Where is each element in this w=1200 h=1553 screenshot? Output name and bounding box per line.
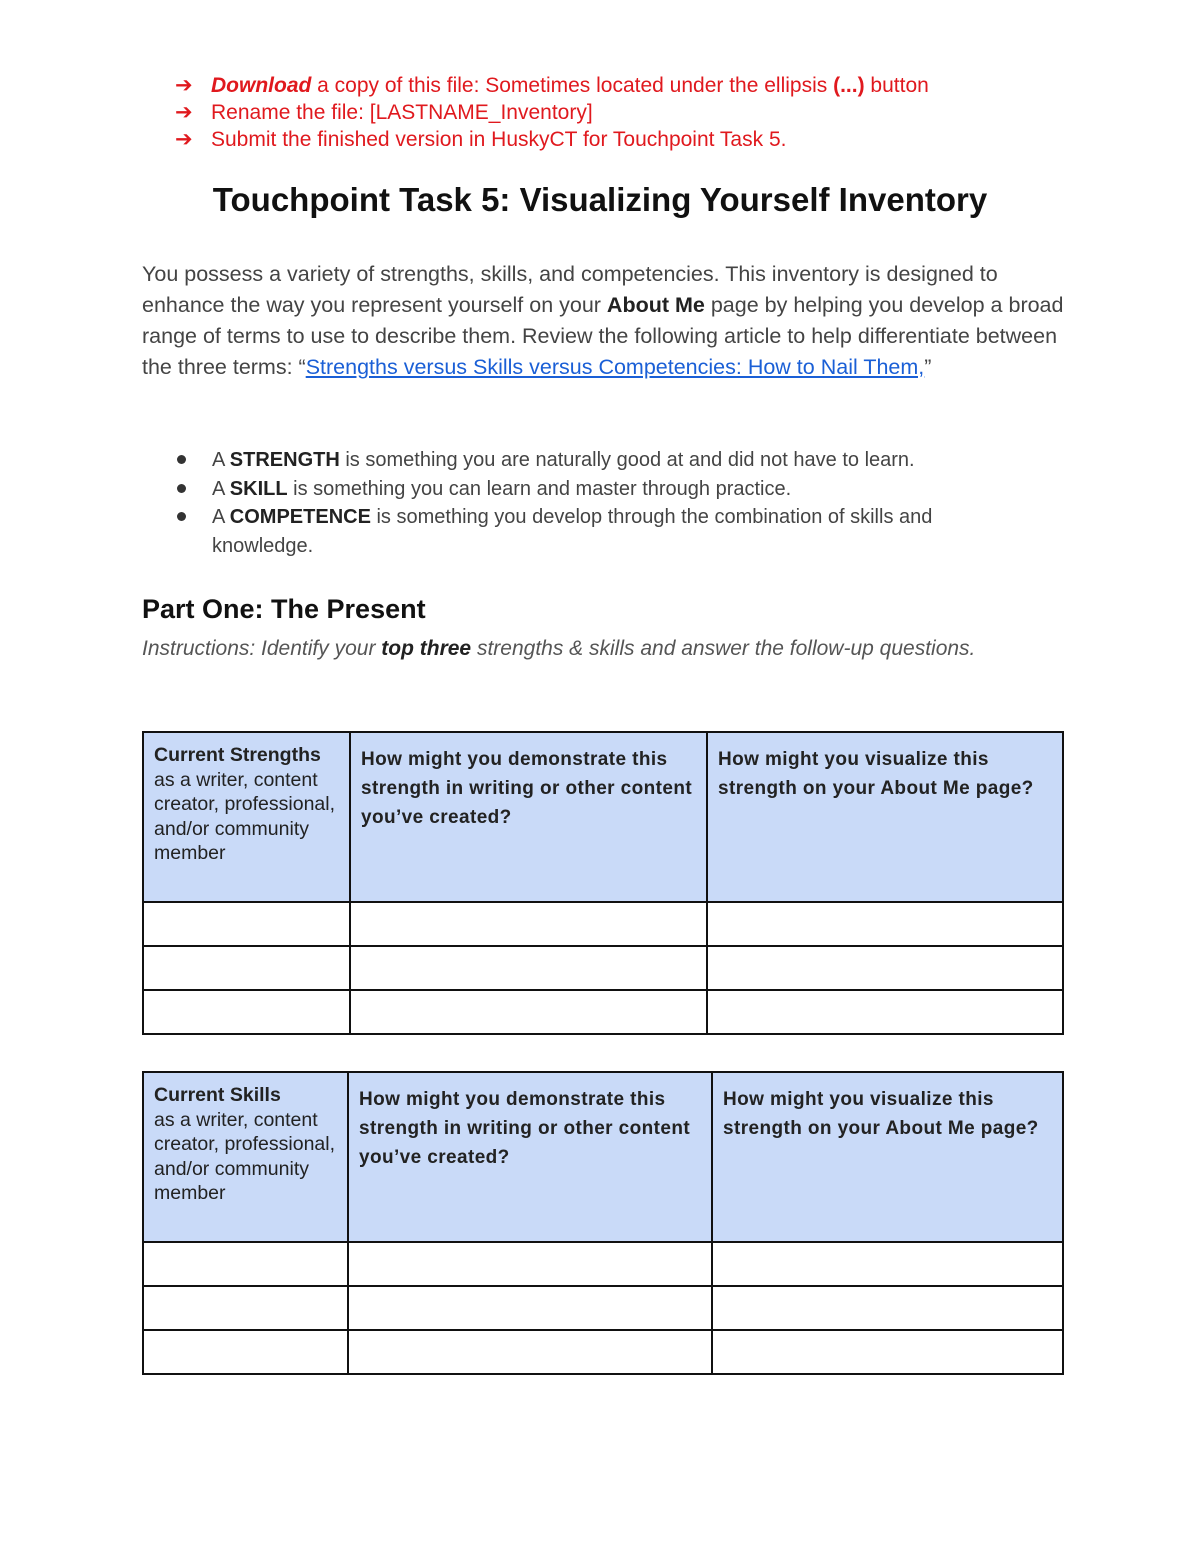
instruction-download (175, 72, 929, 99)
download-label: Download (211, 74, 312, 97)
section-heading: Part One: The Present (142, 594, 426, 624)
header-lead: Current Strengths (154, 744, 321, 766)
header-cell (348, 1072, 712, 1242)
table-cell[interactable] (143, 1286, 348, 1330)
definition-strength (175, 446, 1035, 475)
page-title: Touchpoint Task 5: Visualizing Yourself Inventory (212, 181, 988, 218)
article-link[interactable]: Strengths versus Skills versus Competencies: How to Nail Them, (305, 355, 925, 379)
table-cell[interactable] (707, 946, 1063, 990)
header-sub: as a writer, content creator, professional, and/or community member (154, 768, 336, 864)
definition-text: is something you develop through the combination of skills and knowledge. (212, 506, 933, 557)
table-cell[interactable] (143, 990, 350, 1034)
table-cell[interactable] (143, 946, 350, 990)
table-cell[interactable] (143, 1242, 348, 1286)
definition-competence (175, 503, 1035, 560)
instructions-text: Instructions: Identify your (142, 637, 382, 660)
table-cell[interactable] (712, 1330, 1063, 1374)
table-row (143, 946, 1063, 990)
header-cell (143, 1072, 348, 1242)
header-cell (143, 732, 350, 902)
table-cell[interactable] (350, 902, 707, 946)
strengths-table (142, 731, 1064, 1035)
table-header-row (143, 732, 1063, 902)
instruction-text: Submit the finished version in HuskyCT for Touchpoint Task 5. (211, 128, 787, 151)
table-row (143, 1242, 1063, 1286)
term-strength: STRENGTH (229, 449, 340, 471)
header-sub: as a writer, content creator, professional, and/or community member (154, 1108, 336, 1204)
header-question: How might you demonstrate this strength in writing or other content you’ve created? (361, 749, 693, 828)
intro-text: ” (924, 355, 932, 379)
definition-skill (175, 475, 1035, 504)
definition-text: is something you are naturally good at and did not have to learn. (339, 449, 915, 471)
definition-text: A (212, 477, 230, 500)
intro-paragraph (142, 259, 1072, 383)
skills-table (142, 1071, 1064, 1375)
instructions-text: strengths & skills and answer the follow-up questions. (471, 637, 976, 660)
header-lead: Current Skills (154, 1084, 281, 1106)
table-header-row (143, 1072, 1063, 1242)
arrow-icon: ➔ (175, 128, 193, 151)
about-me-label: About Me (606, 293, 705, 317)
table-cell[interactable] (143, 902, 350, 946)
definition-text: A (212, 449, 230, 471)
header-cell (712, 1072, 1063, 1242)
table-row (143, 902, 1063, 946)
table-cell[interactable] (707, 902, 1063, 946)
header-question: How might you demonstrate this strength in writing or other content you’ve created? (359, 1089, 691, 1168)
table-row (143, 1330, 1063, 1374)
term-competence: COMPETENCE (229, 506, 371, 528)
table-row (143, 1286, 1063, 1330)
instruction-text: a copy of this file: Sometimes located under the ellipsis (311, 74, 834, 97)
arrow-icon: ➔ (175, 101, 193, 124)
bullet-icon (177, 484, 186, 493)
table-cell[interactable] (348, 1330, 712, 1374)
header-question: How might you visualize this strength on your About Me page? (718, 749, 1034, 799)
bullet-icon (177, 455, 186, 464)
top-three-label: top three (381, 637, 472, 660)
table-cell[interactable] (348, 1286, 712, 1330)
instruction-text: button (864, 74, 929, 97)
instruction-submit (175, 126, 929, 153)
arrow-icon: ➔ (175, 74, 193, 97)
instruction-text: Rename the file: [LASTNAME_Inventory] (211, 101, 593, 124)
table-cell[interactable] (350, 946, 707, 990)
table-cell[interactable] (143, 1330, 348, 1374)
table-cell[interactable] (712, 1286, 1063, 1330)
table-cell[interactable] (348, 1242, 712, 1286)
intro-text: page by helping you develop a broad range of terms to use to describe them. Review the following article to help differentiate between the three terms: “ (142, 293, 1064, 379)
header-question: How might you visualize this strength on your About Me page? (723, 1089, 1039, 1139)
bullet-icon (177, 512, 186, 521)
instruction-list (175, 72, 929, 153)
definition-list (175, 446, 1035, 560)
table-cell[interactable] (350, 990, 707, 1034)
table-row (143, 990, 1063, 1034)
table-cell[interactable] (707, 990, 1063, 1034)
intro-text: You possess a variety of strengths, skills, and competencies. This inventory is designed to enhance the way you represent yourself on your (142, 262, 998, 317)
instruction-rename (175, 99, 929, 126)
header-cell (350, 732, 707, 902)
header-cell (707, 732, 1063, 902)
ellipsis-label: (...) (833, 74, 865, 97)
definition-text: A (212, 506, 230, 528)
definition-text: is something you can learn and master through practice. (287, 477, 792, 500)
section-instructions (142, 633, 1002, 664)
term-skill: SKILL (229, 477, 288, 500)
table-cell[interactable] (712, 1242, 1063, 1286)
